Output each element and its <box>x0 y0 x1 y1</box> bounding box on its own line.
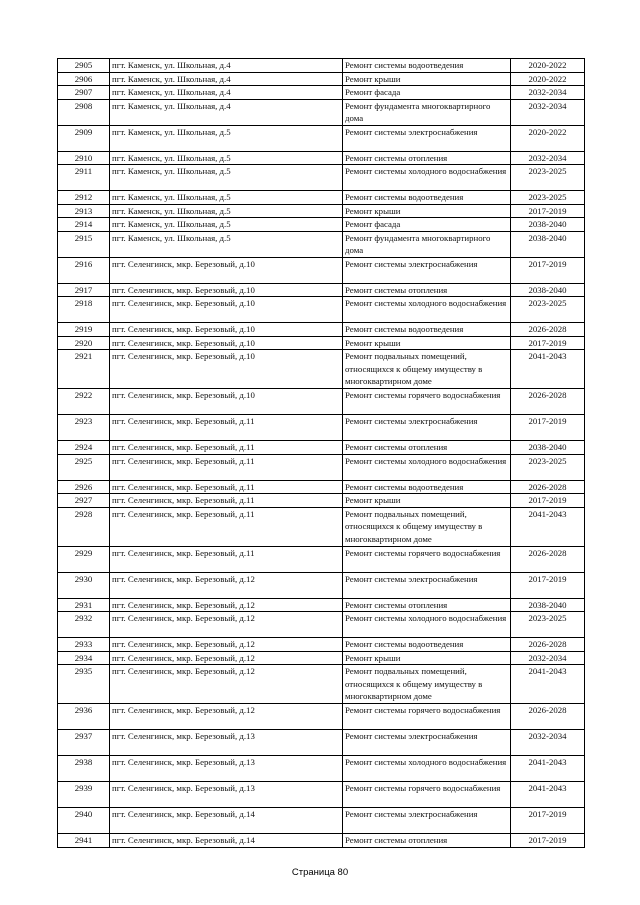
row-number-cell: 2907 <box>58 86 110 100</box>
table-row <box>58 756 585 782</box>
row-number-cell: 2905 <box>58 59 110 73</box>
address-cell: пгт. Каменск, ул. Школьная, д.4 <box>110 59 343 73</box>
address-cell: пгт. Селенгинск, мкр. Березовый, д.12 <box>110 704 343 730</box>
work-type-cell: Ремонт системы горячего водоснабжения <box>343 546 511 572</box>
period-cell: 2017-2019 <box>511 808 585 834</box>
period-cell: 2017-2019 <box>511 336 585 350</box>
address-cell: пгт. Селенгинск, мкр. Березовый, д.10 <box>110 350 343 389</box>
work-type-cell: Ремонт системы отопления <box>343 834 511 848</box>
address-cell: пгт. Селенгинск, мкр. Березовый, д.12 <box>110 612 343 638</box>
work-type-cell: Ремонт системы холодного водоснабжения <box>343 756 511 782</box>
work-type-cell: Ремонт подвальных помещений, относящихся к общему имуществу в многоквартирном доме <box>343 507 511 546</box>
period-cell: 2023-2025 <box>511 454 585 480</box>
address-cell: пгт. Каменск, ул. Школьная, д.4 <box>110 86 343 100</box>
row-number-cell: 2933 <box>58 638 110 652</box>
address-cell: пгт. Селенгинск, мкр. Березовый, д.10 <box>110 297 343 323</box>
period-cell: 2020-2022 <box>511 72 585 86</box>
table-row <box>58 350 585 389</box>
table-row <box>58 808 585 834</box>
address-cell: пгт. Селенгинск, мкр. Березовый, д.12 <box>110 651 343 665</box>
period-cell: 2026-2028 <box>511 546 585 572</box>
work-type-cell: Ремонт системы отопления <box>343 598 511 612</box>
work-type-cell: Ремонт системы водоотведения <box>343 323 511 337</box>
address-cell: пгт. Селенгинск, мкр. Березовый, д.13 <box>110 756 343 782</box>
work-type-cell: Ремонт фасада <box>343 86 511 100</box>
period-cell: 2032-2034 <box>511 99 585 125</box>
address-cell: пгт. Селенгинск, мкр. Березовый, д.10 <box>110 323 343 337</box>
period-cell: 2017-2019 <box>511 572 585 598</box>
address-cell: пгт. Каменск, ул. Школьная, д.4 <box>110 99 343 125</box>
row-number-cell: 2914 <box>58 218 110 232</box>
period-cell: 2023-2025 <box>511 191 585 205</box>
work-type-cell: Ремонт системы холодного водоснабжения <box>343 454 511 480</box>
work-type-cell: Ремонт системы горячего водоснабжения <box>343 389 511 415</box>
table-row <box>58 494 585 508</box>
table-row <box>58 441 585 455</box>
address-cell: пгт. Селенгинск, мкр. Березовый, д.13 <box>110 730 343 756</box>
work-type-cell: Ремонт крыши <box>343 651 511 665</box>
work-type-cell: Ремонт крыши <box>343 336 511 350</box>
table-row <box>58 204 585 218</box>
address-cell: пгт. Селенгинск, мкр. Березовый, д.14 <box>110 834 343 848</box>
period-cell: 2023-2025 <box>511 165 585 191</box>
table-row <box>58 598 585 612</box>
work-type-cell: Ремонт системы горячего водоснабжения <box>343 704 511 730</box>
work-type-cell: Ремонт системы отопления <box>343 283 511 297</box>
work-type-cell: Ремонт системы водоотведения <box>343 191 511 205</box>
address-cell: пгт. Селенгинск, мкр. Березовый, д.11 <box>110 415 343 441</box>
address-cell: пгт. Каменск, ул. Школьная, д.5 <box>110 151 343 165</box>
period-cell: 2038-2040 <box>511 441 585 455</box>
address-cell: пгт. Каменск, ул. Школьная, д.5 <box>110 191 343 205</box>
row-number-cell: 2930 <box>58 572 110 598</box>
row-number-cell: 2915 <box>58 231 110 257</box>
period-cell: 2017-2019 <box>511 415 585 441</box>
work-type-cell: Ремонт системы электроснабжения <box>343 572 511 598</box>
address-cell: пгт. Селенгинск, мкр. Березовый, д.10 <box>110 283 343 297</box>
row-number-cell: 2919 <box>58 323 110 337</box>
work-type-cell: Ремонт системы отопления <box>343 441 511 455</box>
row-number-cell: 2934 <box>58 651 110 665</box>
address-cell: пгт. Селенгинск, мкр. Березовый, д.12 <box>110 598 343 612</box>
row-number-cell: 2912 <box>58 191 110 205</box>
row-number-cell: 2941 <box>58 834 110 848</box>
table-row <box>58 336 585 350</box>
work-type-cell: Ремонт системы холодного водоснабжения <box>343 297 511 323</box>
period-cell: 2032-2034 <box>511 151 585 165</box>
period-cell: 2032-2034 <box>511 86 585 100</box>
row-number-cell: 2932 <box>58 612 110 638</box>
address-cell: пгт. Селенгинск, мкр. Березовый, д.10 <box>110 389 343 415</box>
address-cell: пгт. Селенгинск, мкр. Березовый, д.11 <box>110 546 343 572</box>
row-number-cell: 2940 <box>58 808 110 834</box>
table-row <box>58 99 585 125</box>
work-type-cell: Ремонт системы водоотведения <box>343 59 511 73</box>
address-cell: пгт. Селенгинск, мкр. Березовый, д.10 <box>110 336 343 350</box>
address-cell: пгт. Каменск, ул. Школьная, д.4 <box>110 72 343 86</box>
table-row <box>58 612 585 638</box>
address-cell: пгт. Селенгинск, мкр. Березовый, д.10 <box>110 257 343 283</box>
table-row <box>58 231 585 257</box>
table-row <box>58 59 585 73</box>
period-cell: 2017-2019 <box>511 257 585 283</box>
row-number-cell: 2921 <box>58 350 110 389</box>
period-cell: 2041-2043 <box>511 782 585 808</box>
work-type-cell: Ремонт системы холодного водоснабжения <box>343 165 511 191</box>
address-cell: пгт. Каменск, ул. Школьная, д.5 <box>110 165 343 191</box>
address-cell: пгт. Селенгинск, мкр. Березовый, д.12 <box>110 665 343 704</box>
page-number: Страница 80 <box>291 867 349 878</box>
period-cell: 2020-2022 <box>511 59 585 73</box>
table-row <box>58 415 585 441</box>
address-cell: пгт. Селенгинск, мкр. Березовый, д.11 <box>110 507 343 546</box>
work-type-cell: Ремонт системы горячего водоснабжения <box>343 782 511 808</box>
work-type-cell: Ремонт крыши <box>343 72 511 86</box>
period-cell: 2026-2028 <box>511 704 585 730</box>
period-cell: 2026-2028 <box>511 638 585 652</box>
row-number-cell: 2909 <box>58 125 110 151</box>
address-cell: пгт. Селенгинск, мкр. Березовый, д.12 <box>110 638 343 652</box>
work-type-cell: Ремонт фундамента многоквартирного дома <box>343 99 511 125</box>
table-row <box>58 546 585 572</box>
work-type-cell: Ремонт системы водоотведения <box>343 638 511 652</box>
address-cell: пгт. Селенгинск, мкр. Березовый, д.11 <box>110 441 343 455</box>
work-type-cell: Ремонт системы водоотведения <box>343 480 511 494</box>
table-row <box>58 834 585 848</box>
work-type-cell: Ремонт системы отопления <box>343 151 511 165</box>
table-row <box>58 323 585 337</box>
table-row <box>58 257 585 283</box>
row-number-cell: 2931 <box>58 598 110 612</box>
row-number-cell: 2927 <box>58 494 110 508</box>
address-cell: пгт. Каменск, ул. Школьная, д.5 <box>110 231 343 257</box>
work-type-cell: Ремонт фундамента многоквартирного дома <box>343 231 511 257</box>
work-type-cell: Ремонт системы электроснабжения <box>343 257 511 283</box>
table-row <box>58 454 585 480</box>
period-cell: 2020-2022 <box>511 125 585 151</box>
row-number-cell: 2920 <box>58 336 110 350</box>
address-cell: пгт. Каменск, ул. Школьная, д.5 <box>110 125 343 151</box>
period-cell: 2041-2043 <box>511 756 585 782</box>
period-cell: 2032-2034 <box>511 730 585 756</box>
row-number-cell: 2926 <box>58 480 110 494</box>
table-row <box>58 297 585 323</box>
address-cell: пгт. Селенгинск, мкр. Березовый, д.11 <box>110 480 343 494</box>
period-cell: 2038-2040 <box>511 598 585 612</box>
period-cell: 2041-2043 <box>511 665 585 704</box>
work-type-cell: Ремонт крыши <box>343 204 511 218</box>
work-type-cell: Ремонт системы электроснабжения <box>343 730 511 756</box>
period-cell: 2038-2040 <box>511 283 585 297</box>
table-row <box>58 507 585 546</box>
address-cell: пгт. Селенгинск, мкр. Березовый, д.11 <box>110 494 343 508</box>
capital-repair-table <box>57 58 585 848</box>
work-type-cell: Ремонт системы холодного водоснабжения <box>343 612 511 638</box>
work-type-cell: Ремонт системы электроснабжения <box>343 808 511 834</box>
address-cell: пгт. Селенгинск, мкр. Березовый, д.11 <box>110 454 343 480</box>
row-number-cell: 2918 <box>58 297 110 323</box>
row-number-cell: 2911 <box>58 165 110 191</box>
table-row <box>58 730 585 756</box>
period-cell: 2026-2028 <box>511 323 585 337</box>
period-cell: 2026-2028 <box>511 480 585 494</box>
table-body <box>58 59 585 848</box>
table-row <box>58 86 585 100</box>
row-number-cell: 2929 <box>58 546 110 572</box>
address-cell: пгт. Селенгинск, мкр. Березовый, д.13 <box>110 782 343 808</box>
row-number-cell: 2922 <box>58 389 110 415</box>
period-cell: 2041-2043 <box>511 507 585 546</box>
row-number-cell: 2937 <box>58 730 110 756</box>
row-number-cell: 2928 <box>58 507 110 546</box>
table-row <box>58 665 585 704</box>
row-number-cell: 2938 <box>58 756 110 782</box>
row-number-cell: 2916 <box>58 257 110 283</box>
row-number-cell: 2925 <box>58 454 110 480</box>
work-type-cell: Ремонт подвальных помещений, относящихся к общему имуществу в многоквартирном доме <box>343 665 511 704</box>
row-number-cell: 2910 <box>58 151 110 165</box>
table-row <box>58 218 585 232</box>
table-row <box>58 283 585 297</box>
period-cell: 2023-2025 <box>511 612 585 638</box>
work-type-cell: Ремонт системы электроснабжения <box>343 415 511 441</box>
table-row <box>58 651 585 665</box>
table-row <box>58 704 585 730</box>
row-number-cell: 2908 <box>58 99 110 125</box>
row-number-cell: 2923 <box>58 415 110 441</box>
table-row <box>58 165 585 191</box>
table-row <box>58 389 585 415</box>
row-number-cell: 2913 <box>58 204 110 218</box>
period-cell: 2017-2019 <box>511 834 585 848</box>
table-row <box>58 72 585 86</box>
row-number-cell: 2935 <box>58 665 110 704</box>
work-type-cell: Ремонт крыши <box>343 494 511 508</box>
row-number-cell: 2939 <box>58 782 110 808</box>
table-row <box>58 480 585 494</box>
work-type-cell: Ремонт подвальных помещений, относящихся к общему имуществу в многоквартирном доме <box>343 350 511 389</box>
table-row <box>58 125 585 151</box>
period-cell: 2032-2034 <box>511 651 585 665</box>
work-type-cell: Ремонт фасада <box>343 218 511 232</box>
row-number-cell: 2917 <box>58 283 110 297</box>
address-cell: пгт. Каменск, ул. Школьная, д.5 <box>110 218 343 232</box>
table-row <box>58 782 585 808</box>
table-row <box>58 572 585 598</box>
address-cell: пгт. Селенгинск, мкр. Березовый, д.12 <box>110 572 343 598</box>
period-cell: 2041-2043 <box>511 350 585 389</box>
address-cell: пгт. Селенгинск, мкр. Березовый, д.14 <box>110 808 343 834</box>
table-row <box>58 638 585 652</box>
period-cell: 2038-2040 <box>511 231 585 257</box>
table-row <box>58 191 585 205</box>
work-type-cell: Ремонт системы электроснабжения <box>343 125 511 151</box>
period-cell: 2017-2019 <box>511 204 585 218</box>
row-number-cell: 2906 <box>58 72 110 86</box>
row-number-cell: 2936 <box>58 704 110 730</box>
period-cell: 2017-2019 <box>511 494 585 508</box>
row-number-cell: 2924 <box>58 441 110 455</box>
table-row <box>58 151 585 165</box>
period-cell: 2026-2028 <box>511 389 585 415</box>
period-cell: 2023-2025 <box>511 297 585 323</box>
period-cell: 2038-2040 <box>511 218 585 232</box>
address-cell: пгт. Каменск, ул. Школьная, д.5 <box>110 204 343 218</box>
